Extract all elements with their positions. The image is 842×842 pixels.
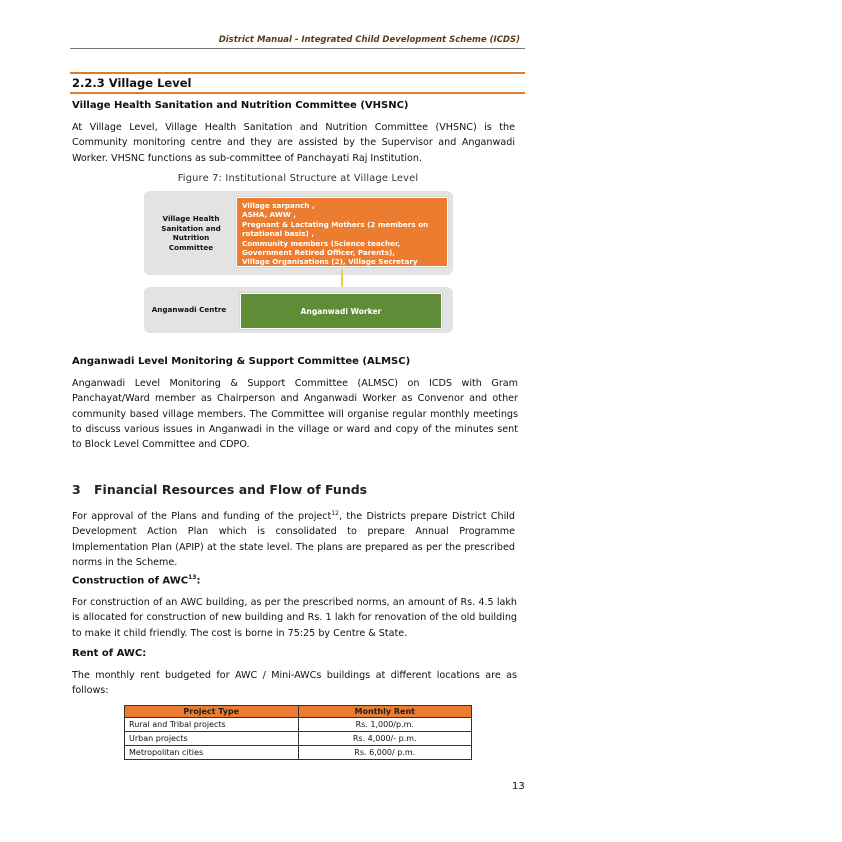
vhsnc-label: Village Health Sanitation and Nutrition Committee	[161, 214, 221, 252]
anganwadi-worker-label: Anganwadi Worker	[300, 306, 382, 316]
vhsnc-paragraph: At Village Level, Village Health Sanitation and Nutrition Committee (VHSNC) is the Community monitoring centre and they are assisted by the Supervisor and Anganwadi Worker. VHSNC functions as sub-committee of Panchayati Raj Institution.	[72, 122, 515, 164]
footnote-ref-13: 13	[188, 574, 197, 581]
page-number: 13	[512, 781, 525, 792]
column-header-project-type: Project Type	[125, 706, 299, 718]
figure-caption: Figure 7: Institutional Structure at Village Level	[177, 173, 419, 184]
table-cell: Rural and Tribal projects	[125, 718, 299, 732]
footnote-ref-12: 12	[331, 510, 339, 517]
finance-paragraph-text-cont: , the Districts prepare District Child Development Action Plan which is consolidated to prepare Annual Programme Implementation Plan (APIP) at the state level. The plans are prepared as per the prescribed norms in the Scheme.	[72, 511, 515, 569]
finance-section-heading: Financial Resources and Flow of Funds	[94, 482, 368, 497]
member-line: Pregnant & Lactating Mothers (2 members on	[242, 219, 429, 229]
vhsnc-heading: Village Health Sanitation and Nutrition Committee (VHSNC)	[72, 100, 409, 111]
table-row	[125, 718, 472, 732]
header-rule	[70, 48, 525, 49]
member-line: rotational basis) ,	[242, 229, 315, 239]
rent-heading: Rent of AWC:	[72, 648, 147, 659]
finance-section-number: 3	[72, 482, 81, 497]
construction-heading-text: Construction of AWC	[72, 575, 189, 587]
member-line: Village sarpanch ,	[242, 201, 315, 210]
section-heading-village-level: 2.2.3 Village Level	[72, 76, 192, 90]
vhsnc-members-box	[236, 197, 448, 267]
member-line: Village Organisations (2), Village Secretary	[242, 257, 418, 267]
running-header: District Manual - Integrated Child Development Scheme (ICDS)	[218, 35, 520, 45]
finance-paragraph-text: For approval of the Plans and funding of the project	[72, 511, 332, 523]
finance-paragraph	[72, 506, 515, 570]
construction-paragraph: For construction of an AWC building, as per the prescribed norms, an amount of Rs. 4.5 lakh is allocated for construction of new building and Rs. 1 lakh for renovation of the old building to make it child friendly. The cost is borne in 75:25 by Centre & State.	[72, 597, 517, 639]
table-row	[125, 732, 472, 746]
section-bottom-rule	[70, 92, 525, 94]
construction-heading	[72, 574, 200, 586]
rent-paragraph: The monthly rent budgeted for AWC / Mini-AWCs buildings at different locations are as follows:	[72, 670, 517, 697]
almsc-paragraph: Anganwadi Level Monitoring & Support Committee (ALMSC) on ICDS with Gram Panchayat/Ward member as Chairperson and Anganwadi Worker as Convenor and other community based village members. The Committee will organise regular monthly meetings to discuss various issues in Anganwadi in the village or ward and copy of the minutes sent to Block Level Committee and CDPO.	[72, 378, 518, 451]
anganwadi-centre-label: Anganwadi Centre	[151, 305, 227, 314]
section-top-rule	[70, 72, 525, 74]
table-cell: Rs. 6,000/ p.m.	[298, 746, 472, 760]
table-cell: Rs. 1,000/p.m.	[298, 718, 472, 732]
table-header-row	[125, 706, 472, 718]
table-row	[125, 746, 472, 760]
table-cell: Urban projects	[125, 732, 299, 746]
construction-heading-colon: :	[196, 575, 201, 587]
member-line: Community members (Science teacher,	[242, 238, 401, 248]
member-line: ASHA, AWW ,	[242, 210, 297, 220]
anganwadi-worker-box	[240, 293, 442, 329]
table-cell: Metropolitan cities	[125, 746, 299, 760]
rent-table	[124, 705, 472, 760]
column-header-monthly-rent: Monthly Rent	[298, 706, 472, 718]
member-line: Government Retired Officer, Parents),	[242, 248, 396, 258]
table-cell: Rs. 4,000/- p.m.	[298, 732, 472, 746]
almsc-heading: Anganwadi Level Monitoring & Support Committee (ALMSC)	[72, 356, 411, 367]
